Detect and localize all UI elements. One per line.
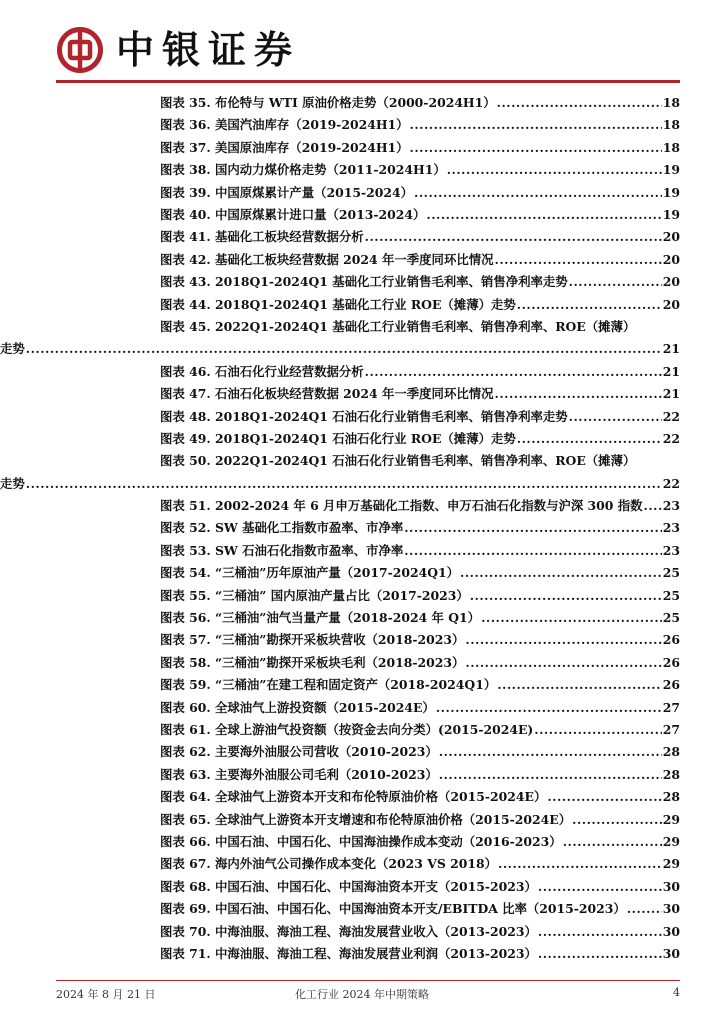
toc-entry[interactable] bbox=[160, 943, 680, 965]
toc-entry[interactable] bbox=[160, 652, 680, 674]
toc-entry-page: 19 bbox=[662, 206, 680, 222]
toc-entry-page: 18 bbox=[662, 139, 680, 155]
toc-entry-label: 图表 62. 主要海外油服公司营收（2010-2023） bbox=[160, 744, 438, 760]
toc-entry[interactable] bbox=[160, 159, 680, 181]
toc-entry-label: 图表 37. 美国原油库存（2019-2024H1） bbox=[160, 139, 409, 155]
toc-entry[interactable] bbox=[160, 294, 680, 316]
toc-entry-page: 23 bbox=[662, 520, 680, 536]
toc-entry[interactable] bbox=[160, 361, 680, 383]
dot-leader bbox=[470, 585, 662, 607]
toc-entry[interactable] bbox=[160, 92, 680, 114]
dot-leader bbox=[439, 741, 662, 763]
footer-title: 化工行业 2024 年中期策略 bbox=[295, 988, 429, 1001]
dot-leader bbox=[404, 540, 662, 562]
toc-entry-label: 图表 64. 全球油气上游资本开支和布伦特原油价格（2015-2024E） bbox=[160, 789, 547, 805]
toc-entry[interactable] bbox=[160, 921, 680, 943]
toc-entry[interactable] bbox=[160, 383, 680, 405]
toc-entry-page: 22 bbox=[662, 408, 680, 424]
toc-entry[interactable] bbox=[160, 898, 680, 920]
dot-leader bbox=[538, 943, 662, 965]
toc-entry-label: 图表 58. “三桶油”勘探开采板块毛利（2018-2023） bbox=[160, 654, 465, 670]
header-divider bbox=[56, 80, 680, 83]
footer-date: 2024 年 8 月 21 日 bbox=[56, 988, 156, 1001]
toc-entry-page: 25 bbox=[662, 587, 680, 603]
toc-entry-page: 22 bbox=[662, 430, 680, 446]
dot-leader bbox=[439, 764, 662, 786]
toc-entry[interactable] bbox=[160, 114, 680, 136]
toc-entry[interactable] bbox=[160, 406, 680, 428]
toc-entry-page: 30 bbox=[662, 923, 680, 939]
dot-leader bbox=[547, 786, 661, 808]
dot-leader bbox=[569, 271, 662, 293]
toc-entry-page: 18 bbox=[662, 95, 680, 110]
toc-entry-page: 20 bbox=[662, 229, 680, 245]
toc-entry-label: 图表 56. “三桶油”油气当量产量（2018-2024 年 Q1） bbox=[160, 610, 481, 626]
dot-leader bbox=[644, 495, 662, 517]
dot-leader bbox=[465, 652, 661, 674]
page-number: 4 bbox=[673, 986, 680, 999]
toc-entry[interactable] bbox=[160, 607, 680, 629]
toc-entry[interactable] bbox=[160, 585, 680, 607]
dot-leader bbox=[414, 182, 662, 204]
toc-entry[interactable] bbox=[160, 249, 680, 271]
toc-entry-label: 图表 45. 2022Q1-2024Q1 基础化工行业销售毛利率、销售净利率、ROE（摊薄） bbox=[160, 318, 636, 334]
dot-leader bbox=[627, 898, 662, 920]
dot-leader bbox=[410, 137, 662, 159]
dot-leader bbox=[534, 719, 661, 741]
toc-entry-page: 18 bbox=[662, 117, 680, 133]
toc-entry-label: 图表 67. 海内外油气公司操作成本变化（2023 VS 2018） bbox=[160, 856, 497, 872]
dot-leader bbox=[497, 674, 662, 696]
toc-entry[interactable] bbox=[160, 831, 680, 853]
toc-entry-page: 28 bbox=[662, 789, 680, 805]
toc-entry-page: 28 bbox=[662, 766, 680, 782]
dot-leader bbox=[569, 406, 662, 428]
toc-entry[interactable] bbox=[160, 226, 680, 248]
toc-entry[interactable] bbox=[160, 540, 680, 562]
dot-leader bbox=[436, 697, 662, 719]
toc-entry-page: 30 bbox=[662, 901, 680, 917]
toc-entry-label-continued: 走势 bbox=[0, 475, 25, 491]
toc-entry-label: 图表 40. 中国原煤累计进口量（2013-2024） bbox=[160, 206, 426, 222]
toc-entry-page: 20 bbox=[662, 274, 680, 290]
dot-leader bbox=[538, 876, 662, 898]
toc-entry-label: 图表 39. 中国原煤累计产量（2015-2024） bbox=[160, 184, 413, 200]
dot-leader bbox=[404, 517, 662, 539]
toc-entry-label: 图表 51. 2002-2024 年 6 月申万基础化工指数、申万石油石化指数与沪深 300 指数 bbox=[160, 498, 643, 514]
dot-leader bbox=[495, 249, 662, 271]
dot-leader bbox=[572, 809, 662, 831]
toc-entry[interactable] bbox=[160, 204, 680, 226]
toc-entry-label: 图表 55. “三桶油” 国内原油产量占比（2017-2023） bbox=[160, 587, 469, 603]
toc-entry-label-continued: 走势 bbox=[0, 341, 25, 357]
toc-entry[interactable] bbox=[160, 809, 680, 831]
toc-entry-label: 图表 57. “三桶油”勘探开采板块营收（2018-2023） bbox=[160, 632, 465, 648]
toc-entry-label: 图表 66. 中国石油、中国石化、中国海油操作成本变动（2016-2023） bbox=[160, 833, 562, 849]
toc-entry-label: 图表 60. 全球油气上游投资额（2015-2024E） bbox=[160, 699, 435, 715]
toc-entry-page: 29 bbox=[662, 811, 680, 827]
toc-entry[interactable] bbox=[160, 741, 680, 763]
toc-entry-label: 图表 48. 2018Q1-2024Q1 石油石化行业销售毛利率、销售净利率走势 bbox=[160, 408, 568, 424]
dot-leader bbox=[365, 361, 662, 383]
toc-entry[interactable] bbox=[160, 182, 680, 204]
toc-entry-label: 图表 71. 中海油服、海油工程、海油发展营业利润（2013-2023） bbox=[160, 945, 537, 961]
toc-entry-label: 图表 70. 中海油服、海油工程、海油发展营业收入（2013-2023） bbox=[160, 923, 537, 939]
toc-entry[interactable] bbox=[160, 629, 680, 651]
dot-leader bbox=[497, 92, 662, 114]
toc-entry-label: 图表 65. 全球油气上游资本开支增速和布伦特原油价格（2015-2024E） bbox=[160, 811, 572, 827]
toc-entry[interactable] bbox=[0, 316, 680, 361]
toc-entry-page: 21 bbox=[662, 341, 680, 357]
toc-entry-label: 图表 47. 石油石化板块经营数据 2024 年一季度同环比情况 bbox=[160, 386, 494, 402]
toc-entry-label: 图表 46. 石油石化行业经营数据分析 bbox=[160, 363, 364, 379]
brand-name: 中银证券 bbox=[116, 28, 301, 72]
toc-entry-page: 30 bbox=[662, 878, 680, 894]
toc-entry[interactable] bbox=[160, 697, 680, 719]
toc-entry-page: 27 bbox=[662, 722, 680, 737]
toc-entry[interactable] bbox=[160, 495, 680, 517]
toc-entry[interactable] bbox=[160, 137, 680, 159]
toc-entry-page: 26 bbox=[662, 677, 680, 693]
toc-entry-label: 图表 61. 全球上游油气投资额（按资金去向分类）(2015-2024E) bbox=[160, 722, 534, 737]
dot-leader bbox=[426, 204, 661, 226]
dot-leader bbox=[410, 114, 662, 136]
dot-leader bbox=[26, 338, 662, 360]
toc-entry-label: 图表 43. 2018Q1-2024Q1 基础化工行业销售毛利率、销售净利率走势 bbox=[160, 274, 568, 290]
toc-entry-label: 图表 35. 布伦特与 WTI 原油价格走势（2000-2024H1） bbox=[160, 95, 496, 110]
toc-entry-label: 图表 59. “三桶油”在建工程和固定资产（2018-2024Q1） bbox=[160, 677, 497, 693]
toc-entry-page: 27 bbox=[662, 699, 680, 715]
toc-entry-label: 图表 41. 基础化工板块经营数据分析 bbox=[160, 229, 364, 245]
dot-leader bbox=[26, 473, 662, 495]
toc-entry-page: 25 bbox=[662, 610, 680, 626]
toc-entry-label: 图表 63. 主要海外油服公司毛利（2010-2023） bbox=[160, 766, 438, 782]
toc-entry[interactable] bbox=[160, 562, 680, 584]
dot-leader bbox=[498, 853, 662, 875]
toc-entry[interactable] bbox=[160, 674, 680, 696]
toc-entry-page: 25 bbox=[662, 565, 680, 581]
dot-leader bbox=[460, 562, 662, 584]
toc-entry-label: 图表 42. 基础化工板块经营数据 2024 年一季度同环比情况 bbox=[160, 251, 494, 267]
toc-entry-page: 22 bbox=[662, 475, 680, 491]
toc-entry-label: 图表 38. 国内动力煤价格走势（2011-2024H1） bbox=[160, 162, 446, 178]
toc-entry[interactable] bbox=[160, 428, 680, 450]
toc-entry-page: 20 bbox=[662, 296, 680, 312]
toc-entry[interactable] bbox=[160, 271, 680, 293]
toc-entry-page: 26 bbox=[662, 632, 680, 648]
toc-entry[interactable] bbox=[160, 876, 680, 898]
toc-entry[interactable] bbox=[160, 786, 680, 808]
toc-entry-label: 图表 52. SW 基础化工指数市盈率、市净率 bbox=[160, 520, 404, 536]
dot-leader bbox=[481, 607, 662, 629]
dot-leader bbox=[517, 294, 662, 316]
toc-entry-page: 29 bbox=[662, 856, 680, 872]
toc-entry[interactable] bbox=[160, 764, 680, 786]
toc-entry-label: 图表 54. “三桶油”历年原油产量（2017-2024Q1） bbox=[160, 565, 460, 581]
toc-entry-label: 图表 53. SW 石油石化指数市盈率、市净率 bbox=[160, 542, 404, 558]
dot-leader bbox=[365, 226, 662, 248]
toc-entry-page: 21 bbox=[662, 386, 680, 402]
dot-leader bbox=[447, 159, 662, 181]
toc-entry-page: 26 bbox=[662, 654, 680, 670]
toc-entry-page: 23 bbox=[662, 498, 680, 514]
dot-leader bbox=[495, 383, 662, 405]
toc-entry[interactable] bbox=[160, 719, 680, 741]
toc-entry-page: 21 bbox=[662, 363, 680, 379]
toc-entry-page: 23 bbox=[662, 542, 680, 558]
toc-entry-label: 图表 36. 美国汽油库存（2019-2024H1） bbox=[160, 117, 409, 133]
dot-leader bbox=[538, 921, 662, 943]
dot-leader bbox=[517, 428, 662, 450]
toc-entry-page: 28 bbox=[662, 744, 680, 760]
toc-entry-label: 图表 69. 中国石油、中国石化、中国海油资本开支/EBITDA 比率（2015-2023） bbox=[160, 901, 626, 917]
toc-entry-label: 图表 50. 2022Q1-2024Q1 石油石化行业销售毛利率、销售净利率、ROE（摊薄） bbox=[160, 453, 636, 469]
dot-leader bbox=[563, 831, 662, 853]
dot-leader bbox=[465, 629, 661, 651]
toc-entry[interactable] bbox=[160, 853, 680, 875]
toc-entry-label: 图表 44. 2018Q1-2024Q1 基础化工行业 ROE（摊薄）走势 bbox=[160, 296, 516, 312]
figure-index-list bbox=[0, 92, 680, 965]
footer-divider bbox=[56, 980, 680, 981]
toc-entry-page: 19 bbox=[662, 162, 680, 178]
page-header bbox=[56, 26, 680, 76]
toc-entry-label: 图表 49. 2018Q1-2024Q1 石油石化行业 ROE（摊薄）走势 bbox=[160, 430, 516, 446]
toc-entry[interactable] bbox=[160, 517, 680, 539]
toc-entry-page: 20 bbox=[662, 251, 680, 267]
toc-entry-page: 19 bbox=[662, 184, 680, 200]
toc-entry-page: 30 bbox=[662, 945, 680, 961]
bank-of-china-logo-icon bbox=[56, 26, 104, 74]
toc-entry-label: 图表 68. 中国石油、中国石化、中国海油资本开支（2015-2023） bbox=[160, 878, 537, 894]
toc-entry[interactable] bbox=[0, 450, 680, 495]
toc-entry-page: 29 bbox=[662, 833, 680, 849]
